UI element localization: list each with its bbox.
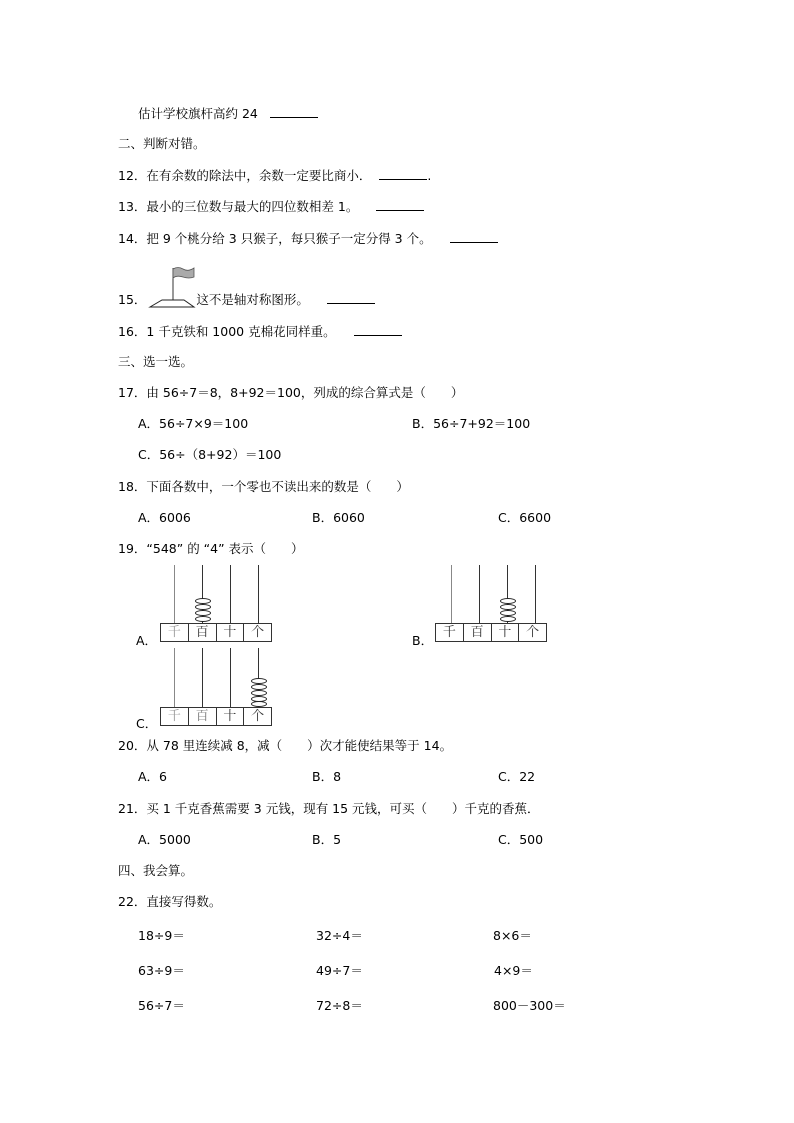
q19-option-a-label[interactable]: A． [136,633,158,648]
bead [500,616,516,622]
calc-item[interactable]: 72÷8＝ [316,998,363,1013]
q19-option-c-abacus[interactable] [160,648,272,726]
q12-period: . [427,168,432,183]
q18-option-c[interactable]: C．6600 [498,510,552,525]
column-label-thousands: 千 [436,624,464,641]
abacus-frame [160,623,272,642]
calc-item[interactable]: 56÷7＝ [138,998,185,1013]
column-label-hundreds: 百 [464,624,492,641]
calc-item[interactable]: 8×6＝ [493,928,532,943]
q14-answer-blank[interactable] [450,230,498,243]
q14-text: 14．把 9 个桃分给 3 只猴子，每只猴子一定分得 3 个。 [118,231,432,246]
rod-thousands [451,565,452,623]
question-16 [118,323,402,340]
q13-answer-blank[interactable] [376,198,424,211]
q18-option-b[interactable]: B．6060 [312,510,365,525]
q19-option-b-label[interactable]: B． [412,633,434,648]
q21-option-c[interactable]: C．500 [498,832,544,847]
column-label-tens: 十 [492,624,520,641]
q17-option-c[interactable]: C．56÷（8+92）＝100 [138,447,282,462]
q20-option-c[interactable]: C．22 [498,769,536,784]
question-15 [118,291,375,308]
q15-number: 15． [118,292,147,307]
rod-hundreds [202,648,203,707]
rod-hundreds [479,565,480,623]
q20-option-a[interactable]: A．6 [138,769,168,784]
section-2-heading: 二、判断对错。 [118,136,206,151]
flag-on-trapezoid-figure [150,292,196,308]
q11-text: 估计学校旗杆高约 24 [138,106,258,121]
flag-icon [148,260,196,308]
rod-thousands [174,565,175,623]
section-3-heading: 三、选一选。 [118,354,194,369]
question-14 [118,230,498,247]
calc-item[interactable]: 49÷7＝ [316,963,363,978]
question-12 [118,167,431,184]
q12-answer-blank[interactable] [379,167,427,180]
calc-item[interactable]: 4×9＝ [494,963,533,978]
bead [195,616,211,622]
calc-item[interactable]: 18÷9＝ [138,928,185,943]
calc-item[interactable]: 32÷4＝ [316,928,363,943]
section-4-heading: 四、我会算。 [118,863,194,878]
rod-thousands [174,648,175,707]
q16-answer-blank[interactable] [354,323,402,336]
column-label-hundreds: 百 [189,708,217,725]
q11-answer-blank[interactable] [270,105,318,118]
column-label-ones: 个 [251,625,265,640]
column-label-ones: 个 [251,709,265,724]
calc-item[interactable]: 63÷9＝ [138,963,185,978]
rod-ones [535,565,536,623]
question-20: 20．从 78 里连续减 8，减（ ）次才能使结果等于 14。 [118,738,453,753]
question-21: 21．买 1 千克香蕉需要 3 元钱，现有 15 元钱，可买（ ）千克的香蕉． [118,801,540,816]
question-19: 19．“548” 的 “4” 表示（ ） [118,541,304,556]
q16-text: 16．1 千克铁和 1000 克棉花同样重。 [118,324,336,339]
column-label-thousands: 千 [161,708,189,725]
column-label-tens: 十 [217,624,245,641]
q15-text: 这不是轴对称图形。 [196,292,309,307]
question-22: 22．直接写得数。 [118,894,222,909]
rod-tens [230,648,231,707]
rod-ones [258,565,259,623]
column-label-hundreds: 百 [189,624,217,641]
column-label-tens: 十 [217,708,245,725]
q20-option-b[interactable]: B．8 [312,769,342,784]
q19-option-a-abacus[interactable] [160,565,272,643]
abacus-frame [160,707,272,726]
q12-text: 12．在有余数的除法中，余数一定要比商小． [118,168,372,183]
column-label-ones: 个 [526,625,540,640]
q17-option-b[interactable]: B．56÷7+92＝100 [412,416,531,431]
q15-answer-blank[interactable] [327,291,375,304]
calc-item[interactable]: 800－300＝ [493,998,566,1013]
q21-option-a[interactable]: A．5000 [138,832,191,847]
q21-option-b[interactable]: B．5 [312,832,342,847]
q11-continuation [138,105,318,122]
q18-option-a[interactable]: A．6006 [138,510,191,525]
q19-option-c-label[interactable]: C． [136,716,158,731]
question-17: 17．由 56÷7＝8，8+92＝100，列成的综合算式是（ ） [118,385,464,400]
abacus-frame [435,623,547,642]
q13-text: 13．最小的三位数与最大的四位数相差 1。 [118,199,359,214]
rod-tens [230,565,231,623]
q17-option-a[interactable]: A．56÷7×9＝100 [138,416,249,431]
column-label-thousands: 千 [161,624,189,641]
q19-option-b-abacus[interactable] [435,565,547,643]
question-13 [118,198,424,215]
question-18: 18．下面各数中，一个零也不读出来的数是（ ） [118,479,409,494]
